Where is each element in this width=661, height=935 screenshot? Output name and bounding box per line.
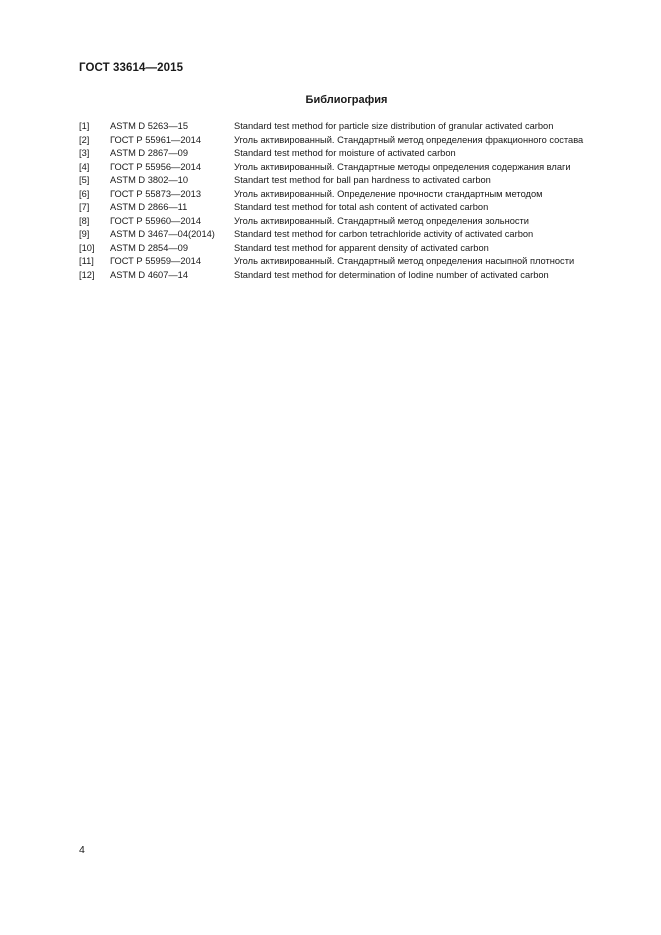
- entry-code: ASTM D 3802—10: [110, 175, 189, 185]
- bibliography-entry: [79, 269, 619, 283]
- entry-title: Standard test method for total ash content of activated carbon: [234, 202, 489, 212]
- entry-number: [2]: [79, 134, 90, 145]
- entry-title: Standard test method for particle size distribution of granular activated carbon: [234, 121, 554, 131]
- bibliography-entry: [79, 188, 619, 202]
- entry-title: Standard test method for apparent density of activated carbon: [234, 242, 489, 253]
- entry-number: [10]: [79, 242, 95, 253]
- entry-number: [6]: [79, 188, 90, 199]
- section-title: [0, 94, 661, 106]
- entry-number: [9]: [79, 229, 90, 239]
- entry-code: ГОСТ Р 55960—2014: [110, 215, 202, 226]
- entry-code: ASTM D 5263—15: [110, 121, 189, 131]
- entry-number: [3]: [79, 148, 90, 158]
- bibliography-entry: [79, 120, 619, 134]
- entry-code: ГОСТ Р 55873—2013: [110, 188, 202, 199]
- entry-number: [8]: [79, 215, 90, 226]
- entry-code: ASTM D 2866—11: [110, 202, 188, 212]
- entry-title: Уголь активированный. Стандартный метод определения насыпной плотности: [234, 256, 575, 266]
- document-id: ГОСТ 33614—2015: [79, 62, 184, 74]
- entry-number: [4]: [79, 161, 90, 172]
- bibliography-entry: [79, 147, 619, 161]
- bibliography-entry: [79, 201, 619, 215]
- section-title-text: Библиография: [305, 94, 388, 106]
- entry-code: ASTM D 4607—14: [110, 269, 189, 280]
- page-number: 4: [79, 844, 85, 856]
- bibliography-entry: [79, 228, 619, 242]
- entry-title: Уголь активированный. Стандартные методы определения содержания влаги: [234, 161, 571, 172]
- entry-code: ГОСТ Р 55961—2014: [110, 134, 202, 145]
- entry-code: ASTM D 3467—04(2014): [110, 229, 215, 239]
- bibliography-list: [79, 120, 619, 282]
- entry-number: [12]: [79, 269, 95, 280]
- bibliography-entry: [79, 134, 619, 148]
- bibliography-entry: [79, 161, 619, 175]
- entry-code: ASTM D 2867—09: [110, 148, 189, 158]
- entry-number: [1]: [79, 121, 90, 131]
- entry-number: [7]: [79, 202, 90, 212]
- entry-title: Standard test method for moisture of activated carbon: [234, 148, 456, 158]
- entry-code: ГОСТ Р 55959—2014: [110, 256, 202, 266]
- entry-title: Уголь активированный. Стандартный метод определения фракционного состава: [234, 134, 584, 145]
- bibliography-entry: [79, 174, 619, 188]
- entry-title: Standard test method for determination of Iodine number of activated carbon: [234, 269, 549, 280]
- entry-title: Standard test method for carbon tetrachloride activity of activated carbon: [234, 229, 534, 239]
- entry-title: Уголь активированный. Определение прочности стандартным методом: [234, 188, 543, 199]
- entry-code: ASTM D 2854—09: [110, 242, 189, 253]
- bibliography-entry: [79, 255, 619, 269]
- entry-number: [11]: [79, 256, 94, 266]
- entry-code: ГОСТ Р 55956—2014: [110, 161, 202, 172]
- entry-title: Standart test method for ball pan hardness to activated carbon: [234, 175, 491, 185]
- entry-number: [5]: [79, 175, 90, 185]
- bibliography-entry: [79, 215, 619, 229]
- entry-title: Уголь активированный. Стандартный метод определения зольности: [234, 215, 530, 226]
- bibliography-entry: [79, 242, 619, 256]
